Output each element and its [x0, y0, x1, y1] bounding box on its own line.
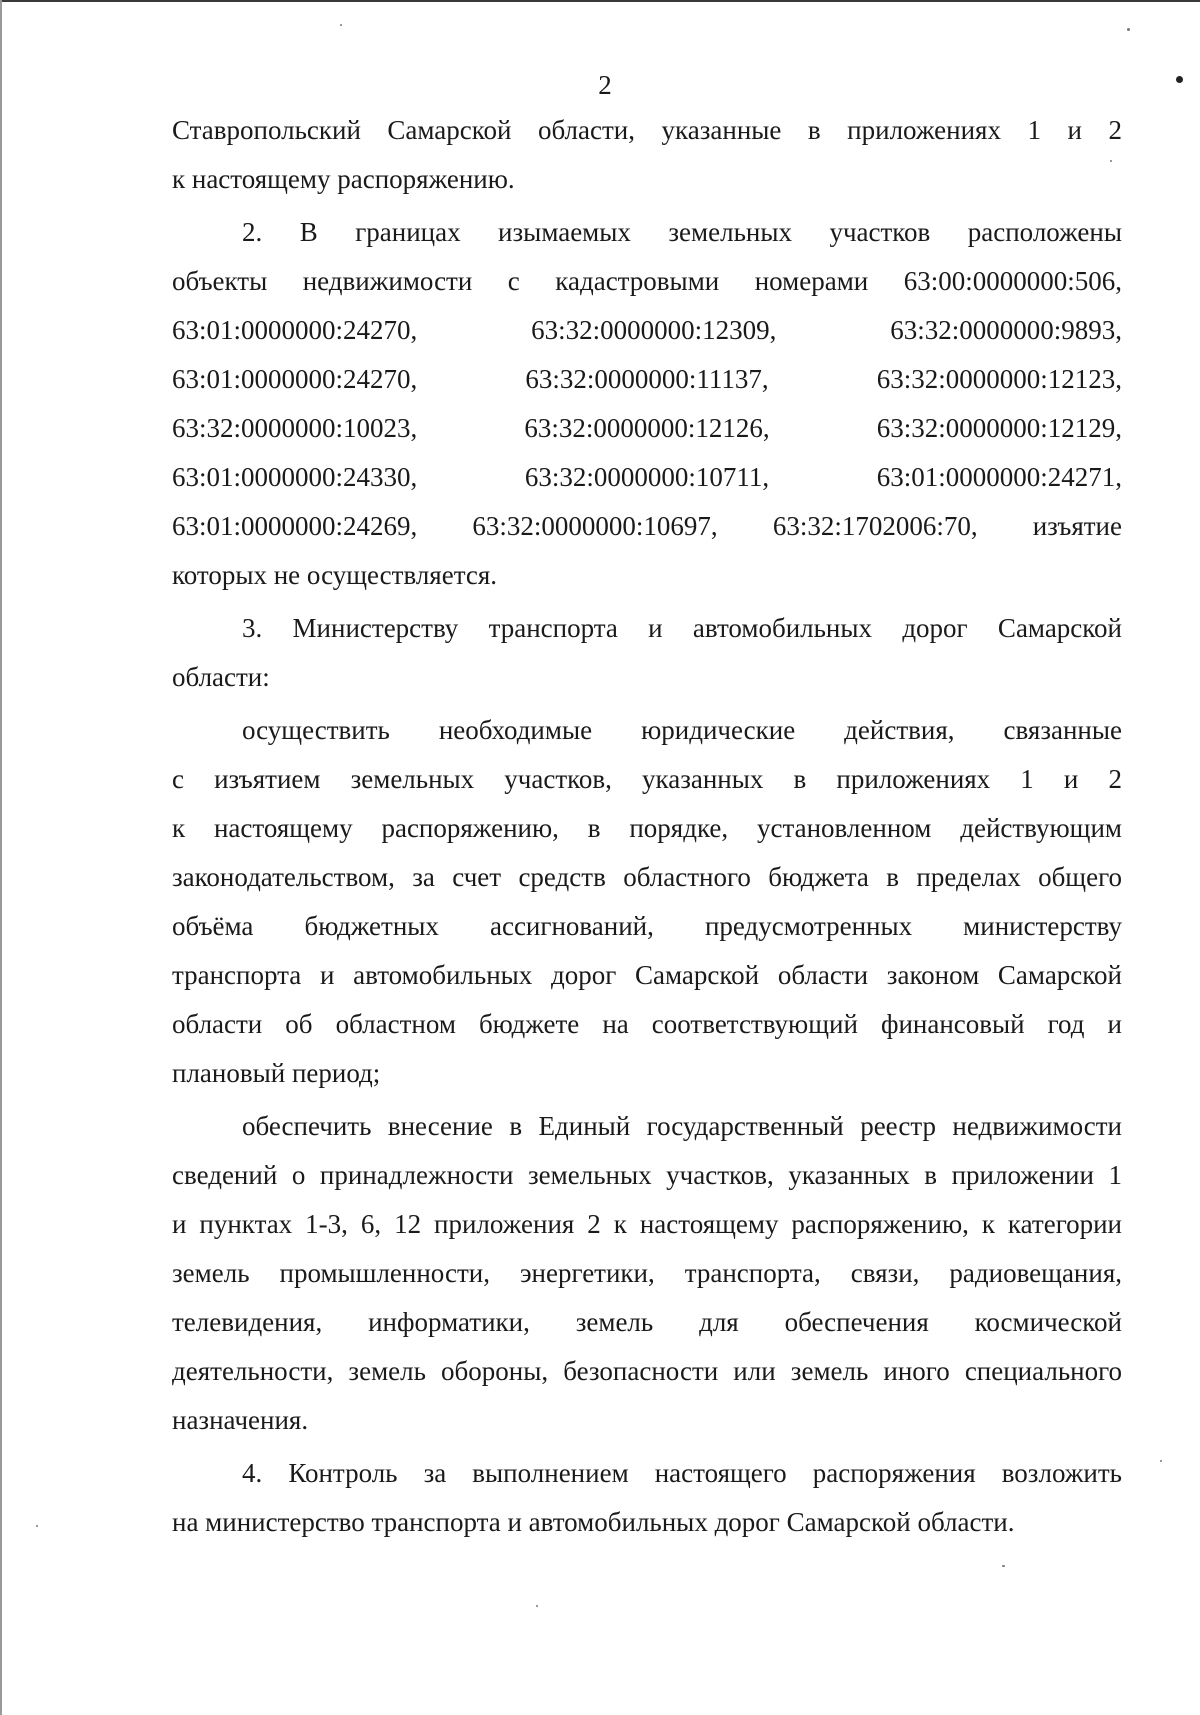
- cadastral-row: [172, 404, 1122, 453]
- text-line: к настоящему распоряжению, в порядке, установленном действующим: [172, 813, 1122, 843]
- text-line: обеспечить внесение в Единый государственный реестр недвижимости: [242, 1111, 1122, 1141]
- text-line: и пунктах 1-3, 6, 12 приложения 2 к настоящему распоряжению, к категории: [172, 1209, 1122, 1239]
- scan-speck: [1160, 1460, 1162, 1462]
- text-line: Ставропольский Самарской области, указанные в приложениях 1 и 2: [172, 115, 1122, 145]
- scan-speck: [340, 24, 342, 26]
- text-line: телевидения, информатики, земель для обеспечения космической: [172, 1307, 1122, 1337]
- scan-speck: [1127, 28, 1130, 31]
- text-line: 2. В границах изымаемых земельных участков расположены: [242, 217, 1122, 247]
- cadastral-number: 63:32:0000000:12309,: [531, 315, 777, 345]
- text-line: законодательством, за счет средств областного бюджета в пределах общего: [172, 862, 1122, 892]
- text-line: транспорта и автомобильных дорог Самарской области законом Самарской: [172, 960, 1122, 990]
- paragraph-2: [172, 208, 1122, 600]
- text-line: объекты недвижимости с кадастровыми номерами 63:00:0000000:506,: [172, 266, 1122, 296]
- paragraph-4: [172, 1449, 1122, 1547]
- cadastral-number: 63:32:0000000:9893,: [890, 315, 1122, 345]
- cadastral-number: 63:32:0000000:12123,: [876, 364, 1122, 394]
- text-line: области об областном бюджете на соответствующий финансовый год и: [172, 1009, 1122, 1039]
- text-line: сведений о принадлежности земельных участков, указанных в приложении 1: [172, 1160, 1122, 1190]
- paragraph-3-action-1: [172, 706, 1122, 1098]
- cadastral-number: 63:32:0000000:10023,: [172, 413, 418, 443]
- text-line: 3. Министерству транспорта и автомобильных дорог Самарской: [242, 613, 1122, 643]
- cadastral-number: 63:32:0000000:12126,: [524, 413, 770, 443]
- text-line: к настоящему распоряжению.: [172, 164, 515, 194]
- cadastral-number: 63:01:0000000:24271,: [876, 462, 1122, 492]
- text-line: назначения.: [172, 1405, 309, 1435]
- text-line: деятельности, земель обороны, безопасности или земель иного специального: [172, 1356, 1122, 1386]
- text-line: плановый период;: [172, 1058, 381, 1088]
- cadastral-number: 63:32:0000000:12129,: [876, 413, 1122, 443]
- text-line: земель промышленности, энергетики, транспорта, связи, радиовещания,: [172, 1258, 1122, 1288]
- cadastral-row: [172, 502, 1122, 551]
- text-line: 4. Контроль за выполнением настоящего распоряжения возложить: [242, 1458, 1122, 1488]
- text-line: осуществить необходимые юридические действия, связанные: [242, 715, 1122, 745]
- scan-speck: [536, 1605, 538, 1607]
- cadastral-number: 63:32:1702006:70,: [772, 511, 978, 541]
- cadastral-row: [172, 306, 1122, 355]
- scan-speck: [36, 1525, 38, 1527]
- text-line: на министерство транспорта и автомобильных дорог Самарской области.: [172, 1507, 1015, 1537]
- text-line: объёма бюджетных ассигнований, предусмотренных министерству: [172, 911, 1122, 941]
- scan-border-left: [0, 0, 2, 1715]
- document-body: [172, 106, 1122, 1547]
- text-line: которых не осуществляется.: [172, 560, 497, 590]
- cadastral-number: 63:01:0000000:24270,: [172, 315, 418, 345]
- cadastral-row: [172, 355, 1122, 404]
- paragraph-continuation: [172, 106, 1122, 204]
- page-number: 2: [598, 70, 612, 100]
- scan-border-top: [0, 0, 1200, 2]
- text-word: изъятие: [1032, 511, 1122, 541]
- text-line: области:: [172, 662, 270, 692]
- cadastral-row: [172, 453, 1122, 502]
- cadastral-number: 63:01:0000000:24270,: [172, 364, 418, 394]
- cadastral-number: 63:01:0000000:24269,: [172, 511, 418, 541]
- paragraph-3-action-2: [172, 1102, 1122, 1445]
- paragraph-3: [172, 604, 1122, 702]
- cadastral-number: 63:32:0000000:10711,: [524, 462, 770, 492]
- text-line: с изъятием земельных участков, указанных в приложениях 1 и 2: [172, 764, 1122, 794]
- scan-speck: [1002, 1565, 1005, 1567]
- cadastral-number: 63:01:0000000:24330,: [172, 462, 418, 492]
- cadastral-number: 63:32:0000000:10697,: [472, 511, 718, 541]
- cadastral-number: 63:32:0000000:11137,: [525, 364, 769, 394]
